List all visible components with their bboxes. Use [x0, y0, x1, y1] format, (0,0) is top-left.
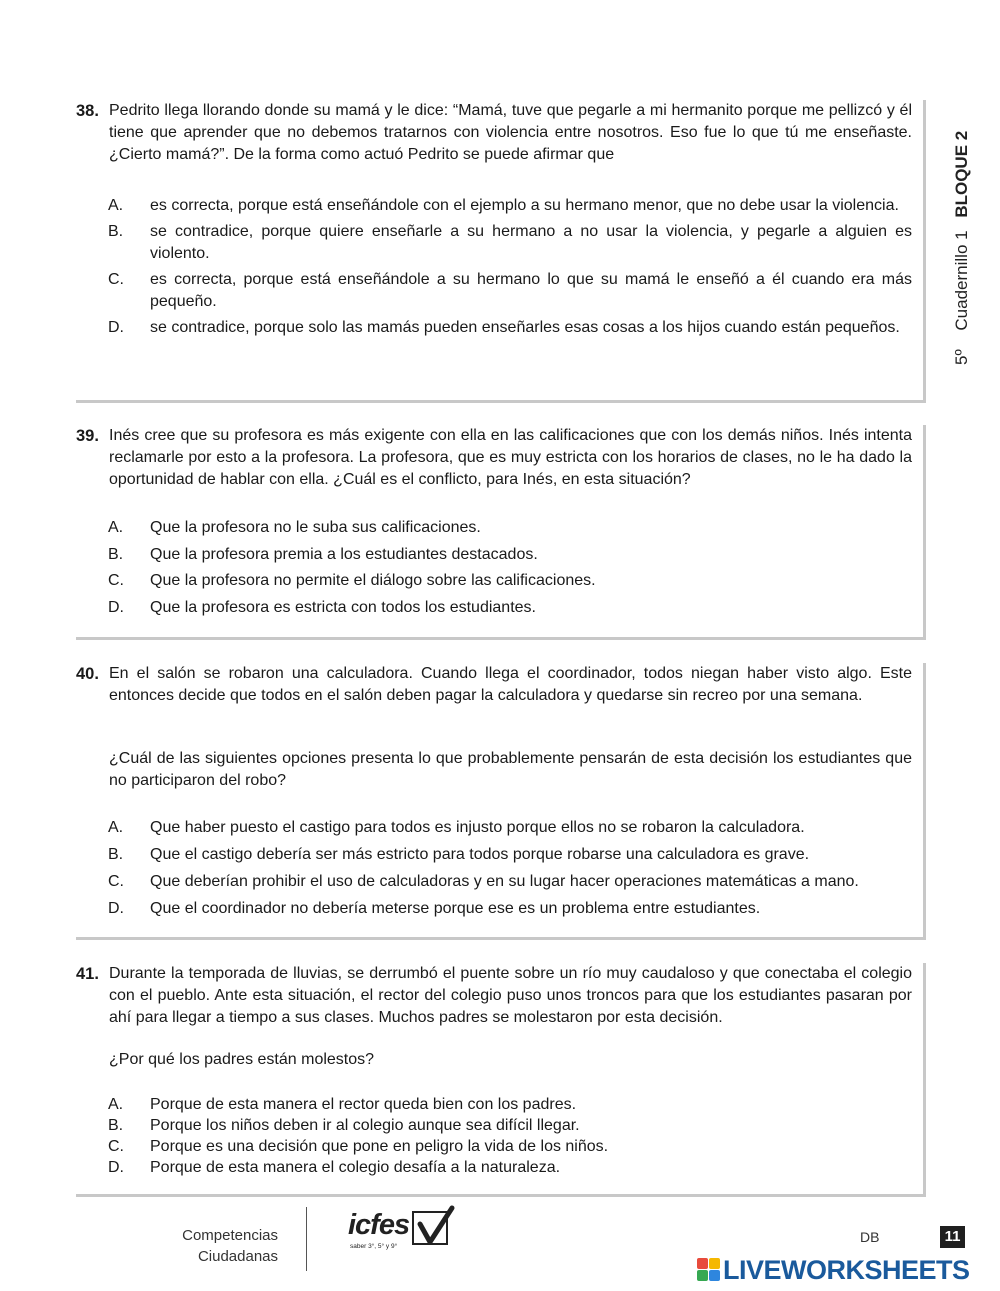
- option-letter: B.: [108, 223, 124, 240]
- question-number: 40.: [76, 665, 99, 683]
- option-c[interactable]: [108, 570, 912, 592]
- option-a[interactable]: [108, 517, 912, 539]
- question-stem: [76, 663, 912, 707]
- icfes-logo: [348, 1209, 458, 1257]
- option-letter: A.: [108, 819, 124, 836]
- option-text: Que la profesora no permite el diálogo sobre las calificaciones.: [150, 572, 596, 589]
- option-text: Porque de esta manera el colegio desafía a la naturaleza.: [150, 1159, 561, 1176]
- option-letter: A.: [108, 519, 124, 536]
- option-letter: A.: [108, 197, 124, 214]
- option-c[interactable]: [108, 269, 912, 313]
- question-prompt: ¿Por qué los padres están molestos?: [109, 1051, 375, 1068]
- footer-divider: [306, 1207, 307, 1271]
- question-stem: [76, 425, 912, 491]
- option-b[interactable]: [108, 544, 912, 566]
- option-d[interactable]: [108, 898, 912, 920]
- option-letter: C.: [108, 1138, 124, 1155]
- option-b[interactable]: [108, 221, 912, 265]
- question-number: 41.: [76, 965, 99, 983]
- option-text: se contradice, porque quiere enseñarle a su hermano a no usar la violencia, y pegarle a alguien es violento.: [150, 223, 912, 262]
- answer-options: [108, 1094, 912, 1178]
- option-letter: D.: [108, 900, 124, 917]
- option-letter: B.: [108, 545, 124, 563]
- option-text: Que haber puesto el castigo para todos es injusto porque ellos no se robaron la calculadora.: [150, 819, 805, 836]
- option-letter: D.: [108, 319, 124, 336]
- option-letter: D.: [108, 598, 124, 616]
- option-text: Que deberían prohibir el uso de calculadoras y en su lugar hacer operaciones matemáticas a mano.: [150, 873, 859, 890]
- question-41: [76, 963, 926, 1197]
- question-number: 39.: [76, 427, 99, 445]
- option-b[interactable]: [108, 844, 912, 866]
- logo-word: icfes: [348, 1209, 410, 1241]
- option-text: es correcta, porque está enseñándole con el ejemplo a su hermano menor, que no debe usar la violencia.: [150, 197, 899, 214]
- sidebar-rotated-text: [950, 131, 974, 365]
- option-text: se contradice, porque solo las mamás pueden enseñarles esas cosas a los hijos cuando están pequeños.: [150, 319, 900, 336]
- option-a[interactable]: [108, 817, 912, 839]
- option-letter: D.: [108, 1159, 124, 1176]
- option-d[interactable]: [108, 597, 912, 619]
- option-text: Porque de esta manera el rector queda bien con los padres.: [150, 1096, 577, 1113]
- option-a[interactable]: [108, 1094, 912, 1115]
- liveworksheets-watermark[interactable]: [697, 1255, 997, 1285]
- answer-options: [108, 517, 912, 623]
- booklet-label: Cuadernillo 1: [952, 230, 971, 331]
- option-letter: B.: [108, 1117, 124, 1134]
- question-text: Durante la temporada de lluvias, se derrumbó el puente sobre un río muy caudaloso y que conectaba el colegio con el pueblo. Ante esta situación, el rector del colegio puso unos troncos para que los estudiantes pasaran por ahí para llegar a tiempo a sus clases. Muchos padres se molestaron por esta decisión.: [109, 965, 912, 1026]
- footer-subject-area: [175, 1225, 278, 1267]
- question-40: [76, 663, 926, 940]
- option-letter: C.: [108, 873, 124, 890]
- sidebar-header: [925, 95, 975, 365]
- option-text: Porque los niños deben ir al colegio aunque sea difícil llegar.: [150, 1117, 580, 1134]
- option-text: Porque es una decisión que pone en peligro la vida de los niños.: [150, 1138, 609, 1155]
- watermark-text: LIVEWORKSHEETS: [723, 1255, 970, 1285]
- option-text: es correcta, porque está enseñándole a su hermano lo que su mamá le enseñó a él cuando era más pequeño.: [150, 271, 912, 310]
- option-letter: B.: [108, 846, 124, 863]
- option-c[interactable]: [108, 871, 912, 893]
- checkmark-icon: [412, 1211, 448, 1245]
- footer-area-line-1: Competencias: [182, 1227, 278, 1244]
- option-letter: C.: [108, 271, 124, 288]
- option-c[interactable]: [108, 1136, 912, 1157]
- option-letter: A.: [108, 1096, 124, 1113]
- question-38: [76, 100, 926, 403]
- option-text: Que la profesora es estricta con todos los estudiantes.: [150, 598, 536, 616]
- question-text: Inés cree que su profesora es más exigente con ella en las calificaciones que con los demás niños. Inés intenta reclamarle por esto a la profesora. La profesora, que es muy estricta con los horarios de clases, no le ha dado la oportunidad de hablar con ella. ¿Cuál es el conflicto, para Inés, en esta situación?: [109, 427, 912, 488]
- footer-code: DB: [860, 1229, 880, 1245]
- option-a[interactable]: [108, 195, 912, 217]
- answer-options: [108, 817, 912, 925]
- option-text: Que la profesora premia a los estudiantes destacados.: [150, 545, 538, 563]
- question-text: En el salón se robaron una calculadora. Cuando llega el coordinador, todos niegan haber visto algo. Este entonces decide que todos en el salón deben pagar la calculadora y quedarse sin recreo por una semana.: [109, 665, 912, 704]
- option-text: Que el coordinador no debería meterse porque ese es un problema entre estudiantes.: [150, 900, 761, 917]
- option-d[interactable]: [108, 317, 912, 339]
- question-text: Pedrito llega llorando donde su mamá y le dice: “Mamá, tuve que pegarle a mi hermanito porque me pellizcó y él tiene que aprender que no debemos tratarnos con violencia entre nosotros. Eso fue lo que tú me enseñaste. ¿Cierto mamá?”. De la forma como actuó Pedrito se puede afirmar que: [109, 102, 912, 163]
- block-label: BLOQUE 2: [952, 130, 971, 218]
- logo-tagline: saber 3°, 5° y 9°: [350, 1243, 398, 1250]
- question-prompt: ¿Cuál de las siguientes opciones presenta lo que probablemente pensarán de esta decisión los estudiantes que no participaron del robo?: [109, 750, 912, 789]
- grade-label: 5º: [952, 349, 971, 365]
- question-stem: [76, 963, 912, 1029]
- answer-options: [108, 195, 912, 343]
- option-b[interactable]: [108, 1115, 912, 1136]
- question-39: [76, 425, 926, 640]
- option-letter: C.: [108, 572, 124, 589]
- option-d[interactable]: [108, 1157, 912, 1178]
- footer-area-line-2: Ciudadanas: [197, 1248, 278, 1265]
- option-text: Que la profesora no le suba sus calificaciones.: [150, 519, 481, 536]
- option-text: Que el castigo debería ser más estricto para todos porque robarse una calculadora es grave.: [150, 846, 810, 863]
- liveworksheets-icon: [697, 1258, 721, 1282]
- question-number: 38.: [76, 102, 99, 120]
- page-number: 11: [940, 1226, 965, 1248]
- question-stem: [76, 100, 912, 166]
